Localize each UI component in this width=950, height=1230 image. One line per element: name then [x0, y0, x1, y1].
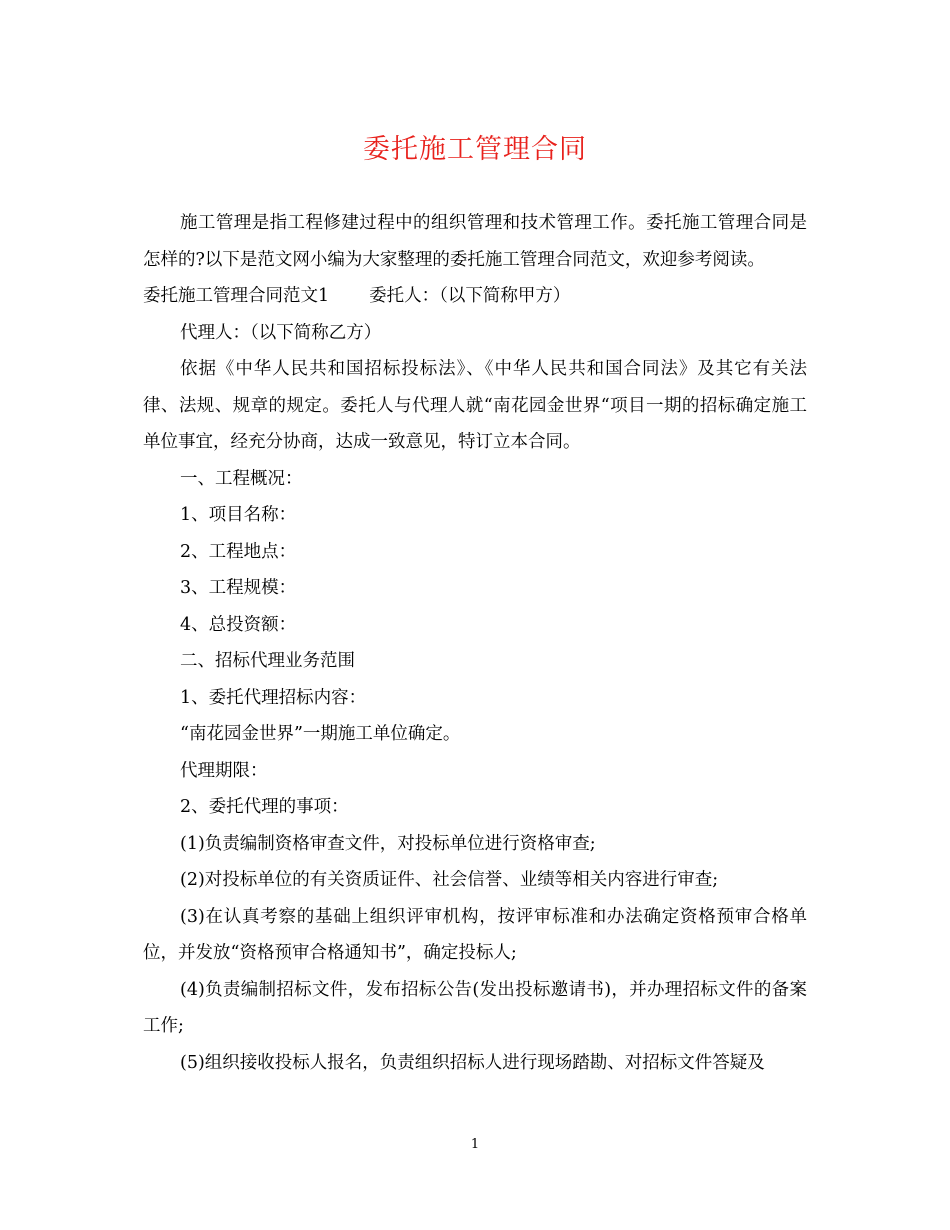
matter-4: (4)负责编制招标文件，发布招标公告(发出投标邀请书)，并办理招标文件的备案工作;	[143, 979, 807, 1036]
page-number: 1	[470, 1137, 480, 1152]
item-scale: 3、工程规模：	[180, 578, 297, 598]
section-1-heading: 一、工程概况：	[180, 468, 303, 489]
matter-1: (1)负责编制资格审查文件，对投标单位进行资格审查;	[180, 833, 596, 854]
document-body	[143, 205, 807, 1081]
intro-paragraph: 施工管理是指工程修建过程中的组织管理和技术管理工作。委托施工管理合同是怎样的?以下是范文网小编为大家整理的委托施工管理合同范文，欢迎参考阅读。	[143, 213, 807, 270]
item-project-name: 1、项目名称：	[180, 505, 297, 525]
agent-line: 代理人：（以下简称乙方）	[180, 322, 382, 343]
section-2-heading: 二、招标代理业务范围	[180, 651, 355, 671]
matter-5: (5)组织接收投标人报名，负责组织招标人进行现场踏勘、对招标文件答疑及	[180, 1052, 765, 1073]
principal-line: 委托人：（以下简称甲方）	[369, 286, 571, 306]
matters-heading: 2、委托代理的事项：	[180, 797, 349, 817]
sample-heading: 委托施工管理合同范文1	[143, 286, 330, 306]
scope-content: “南花园金世界”一期施工单位确定。	[180, 724, 461, 744]
matter-3: (3)在认真考察的基础上组织评审机构，按评审标准和办法确定资格预审合格单位，并发放“资格预审合格通知书”，确定投标人;	[143, 906, 807, 963]
agency-period: 代理期限：	[180, 760, 268, 781]
sample-heading-line	[143, 278, 807, 315]
basis-paragraph: 依据《中华人民共和国招标投标法》、《中华人民共和国合同法》及其它有关法律、法规、规章的规定。委托人与代理人就“南花园金世界“项目一期的招标确定施工单位事宜，经充分协商，达成一致意见，特订立本合同。	[143, 359, 807, 452]
item-investment: 4、总投资额：	[180, 614, 297, 635]
document-title: 委托施工管理合同	[363, 134, 587, 165]
scope-heading: 1、委托代理招标内容：	[180, 687, 367, 708]
matter-2: (2)对投标单位的有关资质证件、社会信誉、业绩等相关内容进行审查;	[180, 870, 719, 890]
item-location: 2、工程地点：	[180, 541, 297, 562]
